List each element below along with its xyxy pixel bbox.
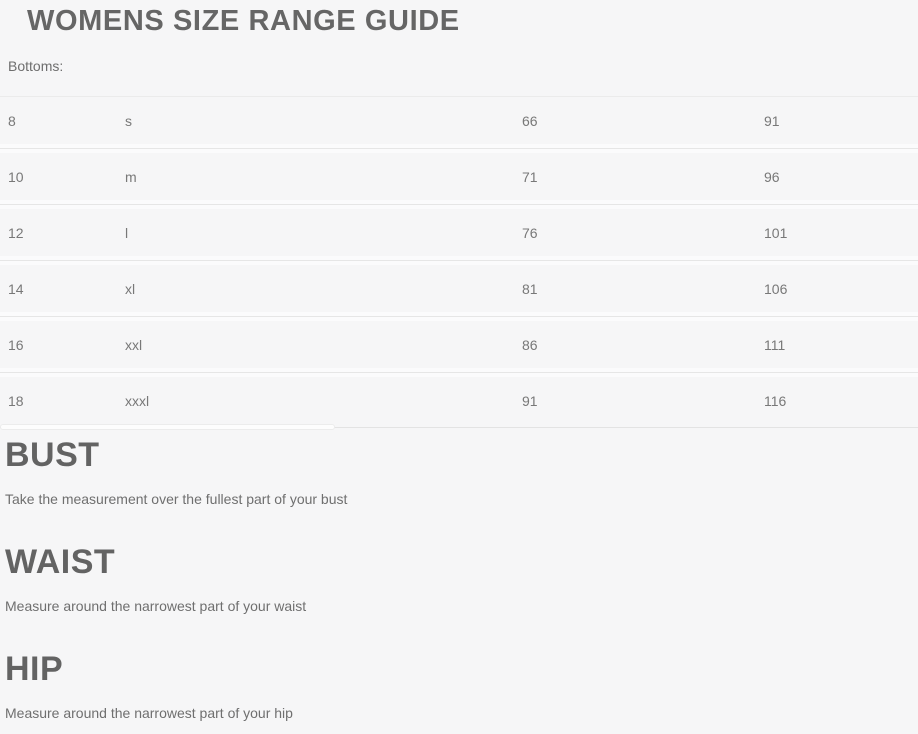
cell-hip-cm: 101: [764, 224, 788, 241]
cell-size: 18: [8, 392, 24, 409]
table-section-label: Bottoms:: [8, 58, 64, 74]
measurement-sections: [0, 433, 918, 734]
table-row: [0, 377, 918, 424]
row-separator: [0, 312, 918, 321]
table-row: [0, 265, 918, 312]
cell-letter-size: s: [125, 112, 132, 129]
cell-waist-cm: 86: [522, 336, 538, 353]
cell-hip-cm: 106: [764, 280, 788, 297]
cell-size: 8: [8, 112, 16, 129]
cell-hip-cm: 116: [764, 392, 787, 409]
cell-letter-size: xxl: [125, 336, 143, 353]
cell-size: 10: [8, 168, 24, 185]
cell-letter-size: m: [125, 168, 137, 185]
horizontal-scrollbar: [0, 424, 918, 433]
row-separator: [0, 200, 918, 209]
hip-heading: HIP: [5, 650, 64, 688]
waist-heading: WAIST: [5, 543, 116, 581]
waist-section: [0, 540, 918, 647]
table-row: [0, 209, 918, 256]
table-row: [0, 97, 918, 144]
cell-waist-cm: 76: [522, 224, 538, 241]
row-separator: [0, 144, 918, 153]
hip-description: Measure around the narrowest part of your hip: [5, 705, 293, 721]
row-separator: [0, 256, 918, 265]
cell-hip-cm: 91: [764, 112, 780, 129]
cell-letter-size: xl: [125, 280, 136, 297]
cell-waist-cm: 91: [522, 392, 538, 409]
table-row: [0, 153, 918, 200]
cell-hip-cm: 96: [764, 168, 780, 185]
bust-section: [0, 433, 918, 540]
bust-description: Take the measurement over the fullest part of your bust: [5, 491, 348, 507]
page-title: WOMENS SIZE RANGE GUIDE: [27, 5, 460, 37]
cell-waist-cm: 66: [522, 112, 538, 129]
cell-hip-cm: 111: [764, 336, 786, 353]
cell-letter-size: xxxl: [125, 392, 150, 409]
cell-size: 16: [8, 336, 24, 353]
cell-waist-cm: 71: [522, 168, 538, 185]
cell-size: 12: [8, 224, 24, 241]
row-separator: [0, 368, 918, 377]
table-row: [0, 321, 918, 368]
cell-letter-size: l: [125, 224, 129, 241]
hip-section: [0, 647, 918, 734]
bust-heading: BUST: [5, 436, 100, 474]
size-table: [0, 96, 918, 433]
scrollbar-thumb[interactable]: [0, 424, 335, 430]
cell-size: 14: [8, 280, 24, 297]
waist-description: Measure around the narrowest part of your waist: [5, 598, 307, 614]
cell-waist-cm: 81: [522, 280, 538, 297]
